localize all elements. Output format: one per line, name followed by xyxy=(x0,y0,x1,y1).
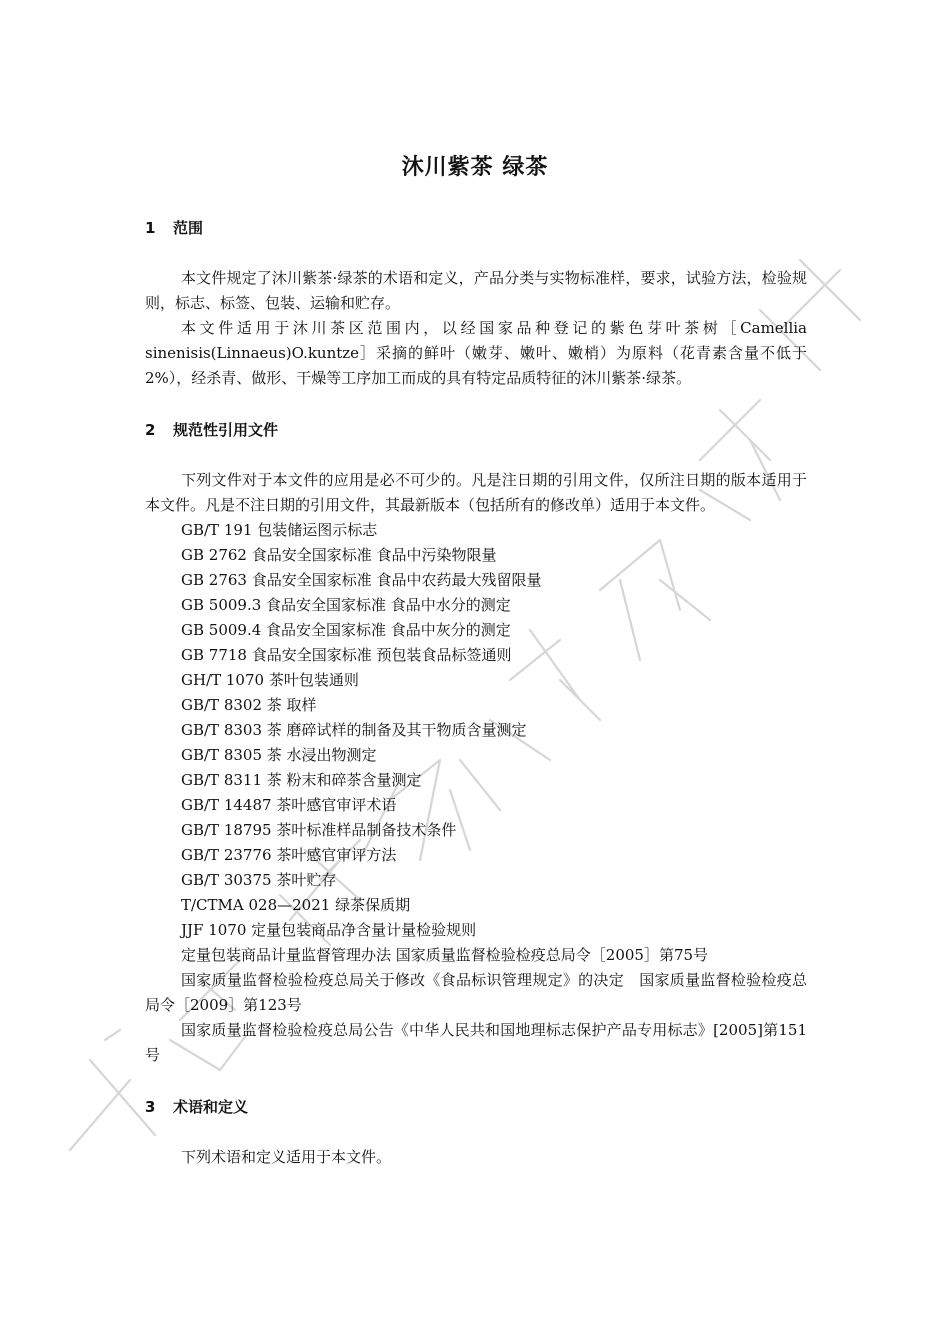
reference-item: GB/T 8311 茶 粉末和碎茶含量测定 xyxy=(181,771,422,789)
references-intro: 下列文件对于本文件的应用是必不可少的。凡是注日期的引用文件，仅所注日期的版本适用于本文件。凡是不注日期的引用文件，其最新版本（包括所有的修改单）适用于本文件。 xyxy=(145,471,807,514)
reference-item: GB/T 8302 茶 取样 xyxy=(181,696,317,714)
terms-intro: 下列术语和定义适用于本文件。 xyxy=(181,1148,392,1166)
reference-item: 国家质量监督检验检疫总局公告《中华人民共和国地理标志保护产品专用标志》[2005]第151号 xyxy=(145,1021,807,1064)
reference-item: GB/T 14487 茶叶感官审评术语 xyxy=(181,796,397,814)
document-title: 沐川紫茶 绿茶 xyxy=(401,155,549,180)
reference-item: T/CTMA 028—2021 绿茶保质期 xyxy=(181,896,411,914)
section-2-title: 规范性引用文件 xyxy=(173,421,279,439)
reference-item: GB 2763 食品安全国家标准 食品中农药最大残留限量 xyxy=(181,571,542,589)
reference-item: GB/T 18795 茶叶标准样品制备技术条件 xyxy=(181,821,457,839)
section-2-heading xyxy=(145,416,807,444)
reference-item: GB 7718 食品安全国家标准 预包装食品标签通则 xyxy=(181,646,512,664)
reference-item: GB/T 30375 茶叶贮存 xyxy=(181,871,337,889)
scope-paragraph-2: 本文件适用于沐川茶区范围内，以经国家品种登记的紫色芽叶茶树［Camellia sinenisis(Linnaeus)O.kuntze］采摘的鲜叶（嫩芽、嫩叶、嫩梢）为原料（花青素含量不低于2%），经杀青、做形、干燥等工序加工而成的具有特定品质特征的沐川紫茶·绿茶。 xyxy=(145,319,807,387)
reference-item: GB 5009.4 食品安全国家标准 食品中灰分的测定 xyxy=(181,621,511,639)
reference-item: GH/T 1070 茶叶包装通则 xyxy=(181,671,359,689)
scope-paragraph-1: 本文件规定了沐川紫茶·绿茶的术语和定义，产品分类与实物标准样，要求，试验方法，检验规则，标志、标签、包装、运输和贮存。 xyxy=(145,269,807,312)
section-1-title: 范围 xyxy=(173,219,204,237)
section-3-heading xyxy=(145,1093,807,1121)
section-2-number: 2 xyxy=(145,421,156,439)
reference-item: GB/T 23776 茶叶感官审评方法 xyxy=(181,846,397,864)
references-list xyxy=(145,518,807,1068)
section-1-number: 1 xyxy=(145,219,156,237)
reference-item: GB 5009.3 食品安全国家标准 食品中水分的测定 xyxy=(181,596,511,614)
reference-item: GB/T 8305 茶 水浸出物测定 xyxy=(181,746,377,764)
section-3-title: 术语和定义 xyxy=(173,1098,249,1116)
reference-item: GB 2762 食品安全国家标准 食品中污染物限量 xyxy=(181,546,497,564)
section-3-number: 3 xyxy=(145,1098,156,1116)
reference-item: GB/T 8303 茶 磨碎试样的制备及其干物质含量测定 xyxy=(181,721,527,739)
reference-item: 定量包装商品计量监督管理办法 国家质量监督检验检疫总局令［2005］第75号 xyxy=(181,946,709,964)
reference-item: 国家质量监督检验检疫总局关于修改《食品标识管理规定》的决定 国家质量监督检验检疫总局令［2009］第123号 xyxy=(145,971,807,1014)
reference-item: JJF 1070 定量包装商品净含量计量检验规则 xyxy=(181,921,477,939)
document-body xyxy=(145,214,807,1170)
reference-item: GB/T 191 包装储运图示标志 xyxy=(181,521,378,539)
section-1-heading xyxy=(145,214,807,242)
